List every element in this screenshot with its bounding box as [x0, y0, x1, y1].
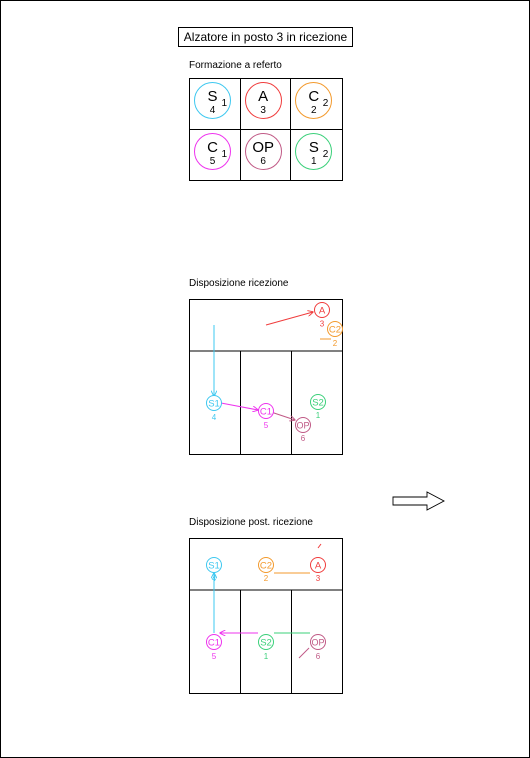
player-number: 2: [263, 574, 269, 583]
lineup-number: 4: [209, 105, 216, 116]
player-label: S2: [312, 397, 324, 409]
player-marker-s1: [207, 558, 222, 584]
lineup-ring: [295, 82, 332, 119]
player-number: 4: [211, 413, 217, 422]
movement-trail: [299, 648, 309, 658]
player-label: C2: [328, 324, 342, 336]
page-title: Alzatore in posto 3 in ricezione: [178, 27, 353, 47]
player-number: 5: [263, 421, 269, 430]
player-marker-a: [311, 558, 326, 584]
lineup-role: S: [308, 138, 319, 156]
player-marker-c1: [207, 635, 222, 662]
player-number: 6: [315, 652, 321, 661]
player-marker-c1: [259, 404, 274, 431]
player-number: 4: [211, 574, 217, 583]
lineup-cell: [241, 130, 292, 181]
outline-right-arrow-icon: [391, 490, 447, 517]
player-label: C1: [259, 406, 273, 418]
movement-trail: [318, 544, 321, 548]
post-reception-court: [189, 538, 343, 694]
lineup-role: S: [207, 88, 218, 105]
lineup-cell: [190, 79, 241, 130]
player-number: 3: [319, 319, 325, 329]
player-number: 1: [263, 652, 269, 661]
lineup-role: C: [308, 88, 320, 105]
lineup-ring: [245, 133, 282, 170]
lineup-ring: [194, 82, 231, 119]
player-label: S2: [260, 637, 272, 649]
player-number: 1: [315, 411, 321, 420]
lineup-sub-number: 2: [322, 148, 329, 160]
reception-court: [189, 299, 343, 455]
player-label: C2: [259, 560, 273, 572]
lineup-cell: [190, 130, 241, 181]
player-label: S1: [208, 398, 220, 410]
player-marker-op: [296, 418, 311, 444]
lineup-ring: [295, 133, 332, 170]
player-label: OP: [296, 420, 310, 431]
lineup-number: 3: [260, 105, 266, 116]
player-marker-c2: [259, 558, 274, 584]
lineup-sub-number: 2: [322, 98, 329, 109]
post-reception-heading: Disposizione post. ricezione: [189, 517, 313, 528]
lineup-number: 2: [311, 105, 317, 116]
reception-heading: Disposizione ricezione: [189, 278, 289, 289]
movement-arrow: [221, 403, 258, 410]
lineup-role: C: [207, 138, 218, 156]
lineup-role: OP: [252, 138, 274, 156]
lineup-cell: [241, 79, 292, 130]
lineup-ring: [194, 133, 231, 170]
player-marker-a: [315, 303, 330, 329]
player-marker-op: [311, 635, 326, 662]
lineup-number: 5: [209, 155, 216, 167]
player-label: OP: [311, 637, 325, 648]
lineup-role: A: [258, 88, 269, 105]
player-label: C1: [207, 637, 221, 649]
player-marker-c2: [328, 322, 343, 349]
lineup-ring: [245, 82, 282, 119]
player-label: A: [318, 305, 326, 317]
lineup-sub-number: 1: [221, 148, 227, 160]
movement-arrow: [266, 312, 313, 325]
player-number: 3: [315, 574, 321, 583]
lineup-cell: [291, 130, 342, 181]
player-number: 6: [300, 434, 306, 443]
player-label: S1: [208, 560, 220, 572]
player-label: A: [314, 560, 322, 572]
lineup-grid: [189, 78, 343, 181]
player-number: 2: [332, 339, 338, 348]
lineup-heading: Formazione a referto: [189, 60, 282, 71]
lineup-cell: [291, 79, 342, 130]
lineup-number: 1: [311, 155, 317, 167]
player-marker-s1: [207, 396, 222, 423]
player-number: 5: [211, 652, 217, 661]
lineup-sub-number: 1: [221, 98, 227, 109]
player-marker-s2: [259, 635, 274, 662]
lineup-number: 6: [260, 155, 266, 167]
player-marker-s2: [311, 395, 326, 421]
